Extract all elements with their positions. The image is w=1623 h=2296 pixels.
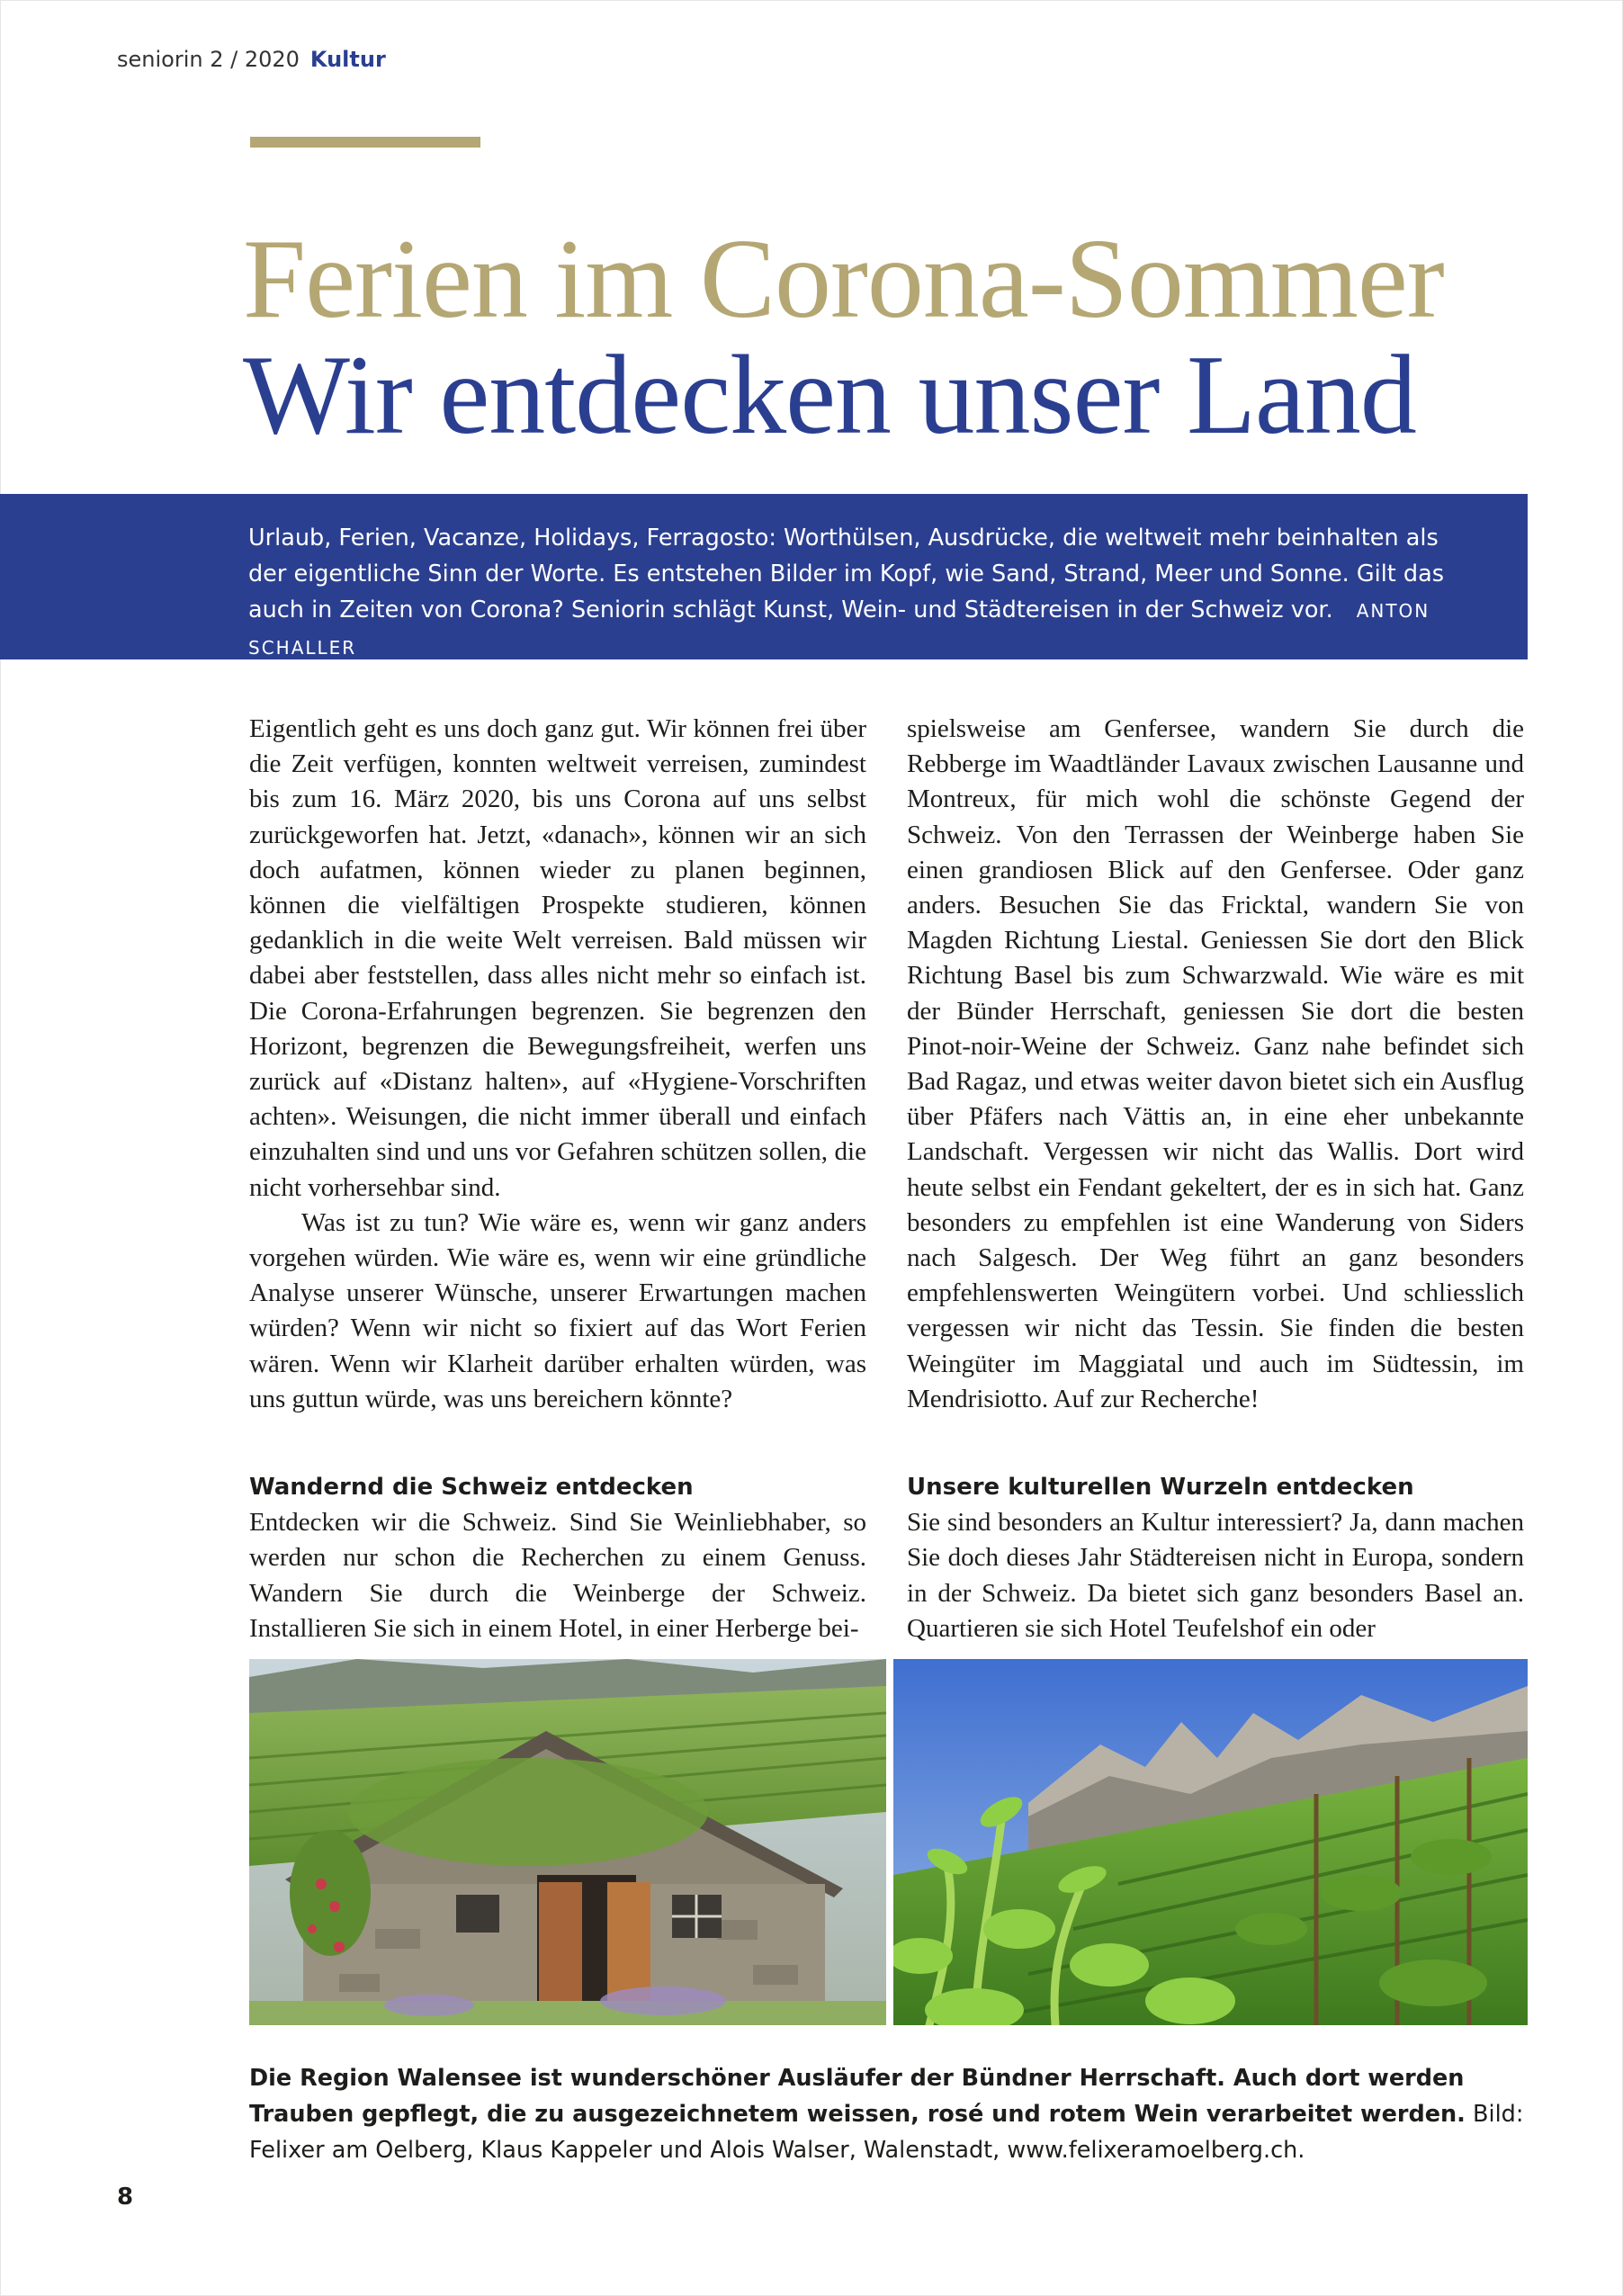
- gold-rule: [250, 137, 480, 148]
- headline-bottom: Wir entdecken unser Land: [243, 333, 1416, 458]
- paragraph: Sie sind besonders an Kultur interessiert? Ja, dann machen Sie doch dieses Jahr Städtereisen nicht in Europa, sondern in der Schweiz. Da bietet sich ganz besonders Basel an. Quartieren sie sich Hotel Teufelshof ein oder: [907, 1508, 1524, 1643]
- photo-vineyard-mountains: [893, 1659, 1528, 2025]
- vineyard-image: [893, 1659, 1528, 2025]
- author-name: ANTON SCHALLER: [248, 600, 1430, 659]
- article-column-right: [907, 712, 1524, 1646]
- photo-wine-cellar: [249, 1659, 886, 2025]
- headline-top: Ferien im Corona-Sommer: [243, 217, 1444, 342]
- section-label: Kultur: [309, 47, 386, 72]
- magazine-issue: seniorin 2 / 2020: [117, 47, 300, 72]
- paragraph: spielsweise am Genfersee, wandern Sie durch die Rebberge im Waadtländer Lavaux zwischen Lausanne und Montreux, für mich wohl die schönste Gegend der Schweiz. Von den Terrassen der Weinberge haben Sie einen grandiosen Blick auf den Genfersee. Oder ganz anders. Besuchen Sie das Fricktal, wandern Sie von Magden Richtung Liestal. Geniessen Sie dort den Blick Richtung Basel bis zum Schwarzwald. Wie wäre es mit der Bünder Herrschaft, geniessen Sie dort die besten Pinot-noir-Weine der Schweiz. Ganz nahe befindet sich Bad Ragaz, und etwas weiter davon bietet sich ein Ausflug über Pfäfers nach Vättis an, in eine eher unbekannte Landschaft. Vergessen wir nicht das Wallis. Dort wird heute selbst ein Fendant gekeltert, der es in sich hat. Ganz besonders zu empfehlen ist eine Wanderung von Siders nach Salgesch. Der Weg führt an ganz besonders empfehlenswerten Weingütern vorbei. Und schliesslich vergessen wir nicht das Tessin. Sie finden die besten Weingüter im Maggiatal und auch im Südtessin, im Mendrisiotto. Auf zur Recherche!: [907, 714, 1524, 1413]
- caption-credit: Bild: Felixer am Oelberg, Klaus Kappeler und Alois Walser, Walenstadt, www.felixeramoelberg.ch.: [249, 2101, 1524, 2164]
- wine-cellar-image: [249, 1659, 886, 2025]
- subheading: Unsere kulturellen Wurzeln entdecken: [907, 1474, 1414, 1502]
- article-column-left: [249, 712, 866, 1646]
- lead-text: [248, 520, 1454, 666]
- paragraph: Eigentlich geht es uns doch ganz gut. Wir können frei über die Zeit verfügen, konnten weltweit verreisen, zumindest bis zum 16. März 2020, bis uns Corona auf uns selbst zurückgeworfen hat. Jetzt, «danach», können wir an sich doch aufatmen, können wieder zu planen beginnen, können die vielfältigen Prospekte studieren, können gedanklich in die weite Welt verreisen. Bald müssen wir dabei aber feststellen, dass alles nicht mehr so einfach ist. Die Corona-Erfahrungen begrenzen. Sie begrenzen den Horizont, begrenzen die Bewegungsfreiheit, werfen uns zurück auf «Distanz halten», auf «Hygiene-Vorschriften achten». Weisungen, die nicht immer überall und einfach einzuhalten sind und uns vor Gefahren schützen sollen, die nicht vorhersehbar sind.: [249, 714, 866, 1202]
- caption-text: Die Region Walensee ist wunderschöner Ausläufer der Bündner Herrschaft. Auch dort werden Trauben gepflegt, die zu ausgezeichnetem weissen, rosé und rotem Wein verarbeitet werden.: [249, 2065, 1466, 2128]
- page-number: 8: [117, 2184, 134, 2211]
- running-header: [117, 47, 386, 72]
- subheading: Wandernd die Schweiz entdecken: [249, 1474, 694, 1502]
- paragraph: Was ist zu tun? Wie wäre es, wenn wir ganz anders vorgehen würden. Wie wäre es, wenn wir eine gründliche Analyse unserer Wünsche, unserer Erwartungen machen würden? Wenn wir nicht so fixiert auf das Wort Ferien wären. Wenn wir Klarheit darüber erhalten würden, was uns guttun würde, was uns bereichern könnte?: [249, 1207, 866, 1413]
- photo-caption: [249, 2060, 1527, 2168]
- paragraph: Entdecken wir die Schweiz. Sind Sie Weinliebhaber, so werden nur schon die Recherchen zu einem Genuss. Wandern Sie durch die Weinberge der Schweiz. Installieren Sie sich in einem Hotel, in einer Herberge bei-: [249, 1508, 866, 1643]
- lead-paragraph: Urlaub, Ferien, Vacanze, Holidays, Ferragosto: Worthülsen, Ausdrücke, die weltweit mehr beinhalten als der eigentliche Sinn der Worte. Es entstehen Bilder im Kopf, wie Sand, Strand, Meer und Sonne. Gilt das auch in Zeiten von Corona? Seniorin schlägt Kunst, Wein- und Städtereisen in der Schweiz vor.: [248, 525, 1445, 623]
